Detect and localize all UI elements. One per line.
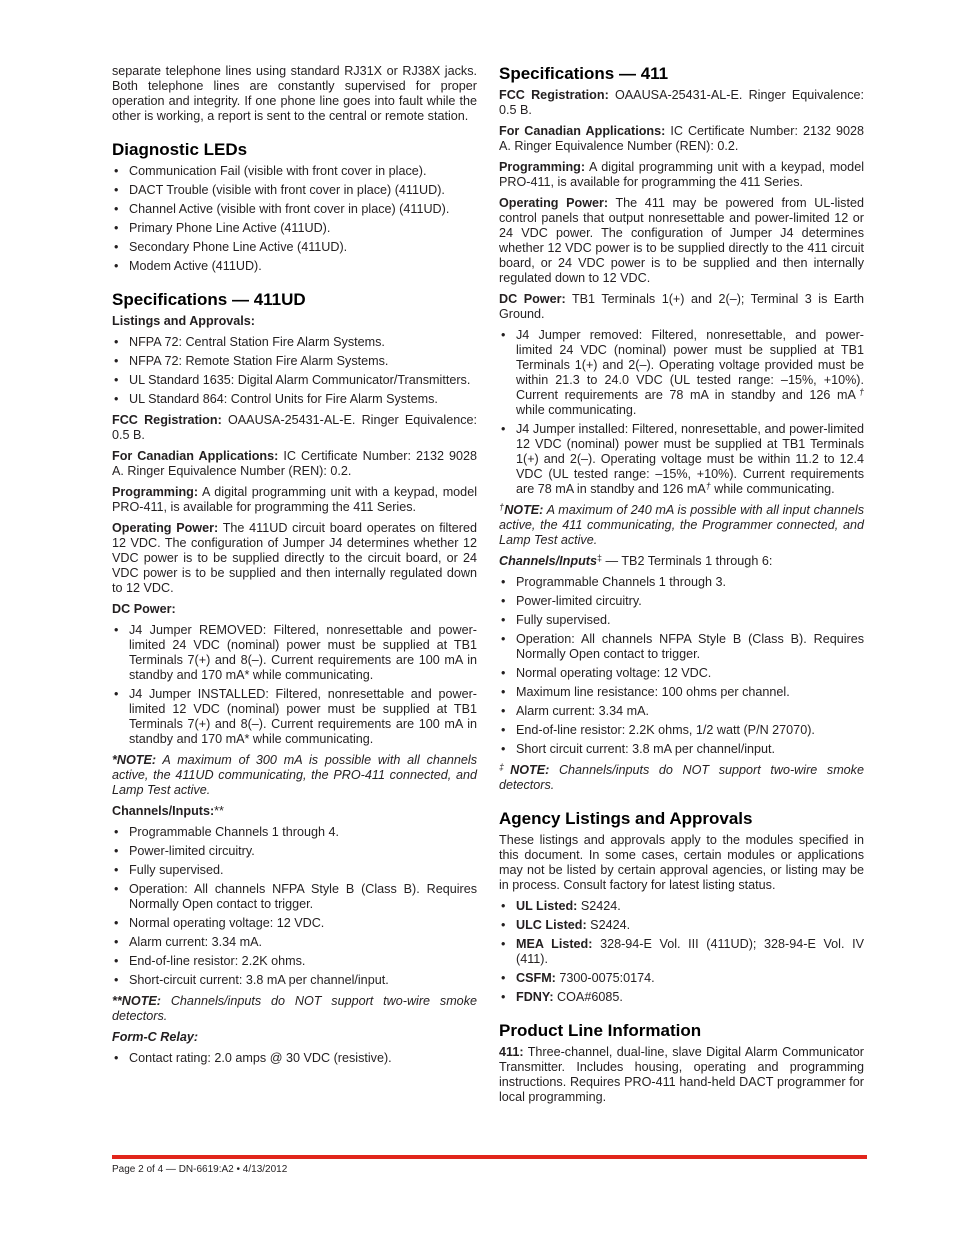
list-item: • Programmable Channels 1 through 3.	[499, 575, 864, 590]
agency-list	[499, 899, 864, 1005]
agency-label: ULC Listed:	[516, 918, 587, 932]
list-item	[499, 971, 864, 986]
dc-power-label: DC Power:	[499, 292, 566, 306]
channels-list	[112, 825, 477, 988]
programming-label: Programming:	[112, 485, 199, 499]
list-item: • Power-limited circuitry.	[112, 844, 477, 859]
agency-value: S2424.	[577, 899, 621, 913]
channels-inputs-label	[112, 804, 477, 819]
note-text: Channels/inputs do NOT support two-wire smoke detectors.	[499, 763, 864, 792]
canada-text: IC Certificate Number: 2132 9028 A. Ringer Equivalence Number (REN): 0.2.	[112, 449, 478, 478]
canadian-applications	[112, 449, 477, 479]
channels-label: Channels/Inputs	[499, 554, 597, 568]
list-item: • Power-limited circuitry.	[499, 594, 864, 609]
list-item: • NFPA 72: Central Station Fire Alarm Systems.	[112, 335, 477, 350]
left-column	[112, 64, 477, 1072]
footer-divider	[112, 1155, 867, 1159]
fcc-text: OAAUSA-25431-AL-E. Ringer Equivalence: 0.5 B.	[499, 88, 865, 117]
operating-power-label: Operating Power:	[499, 196, 609, 210]
note-label: *NOTE:	[112, 753, 157, 767]
list-item: • Short-circuit current: 3.8 mA per channel/input.	[112, 973, 477, 988]
list-item: • Channel Active (visible with front cover in place) (411UD).	[112, 202, 477, 217]
dc-power-text: TB1 Terminals 1(+) and 2(–); Terminal 3 is Earth Ground.	[499, 292, 864, 321]
note-label: **NOTE:	[112, 994, 161, 1008]
note-label: NOTE:	[504, 503, 544, 517]
list-item	[499, 328, 864, 418]
agency-value: 7300-0075:0174.	[555, 971, 655, 985]
list-item: • Communication Fail (visible with front cover in place).	[112, 164, 477, 179]
agency-label: MEA Listed:	[516, 937, 593, 951]
list-item: • Primary Phone Line Active (411UD).	[112, 221, 477, 236]
relay-list	[112, 1051, 477, 1066]
list-item: • End-of-line resistor: 2.2K ohms, 1/2 watt (P/N 27070).	[499, 723, 864, 738]
list-item: • Normal operating voltage: 12 VDC.	[112, 916, 477, 931]
agency-listings-heading: Agency Listings and Approvals	[499, 809, 753, 828]
double-dagger-mark: ‡	[596, 553, 602, 563]
list-item: • Modem Active (411UD).	[112, 259, 477, 274]
operating-power-text: The 411 may be powered from UL-listed control panels that output nonresettable and power-limited 12 or 24 VDC power. The configuration of Jumper J4 determines whether 12 VDC power is to be supplied directly to the 411 circuit board, or 24 VDC power is to be supplied and then internally regulated down to 12 VDC.	[499, 196, 864, 285]
operating-power-label: Operating Power:	[112, 521, 219, 535]
agency-value: 328-94-E Vol. III (411UD); 328-94-E Vol. IV (411).	[516, 937, 864, 966]
list-item-text-end: while communicating.	[516, 403, 637, 417]
product-line-heading: Product Line Information	[499, 1021, 702, 1040]
note-two-wire	[499, 763, 864, 793]
agency-value: COA#6085.	[553, 990, 623, 1004]
channels-list	[499, 575, 864, 757]
canada-label: For Canadian Applications:	[499, 124, 666, 138]
note-label: NOTE:	[510, 763, 550, 777]
programming-text: A digital programming unit with a keypad, model PRO-411, is available for programming the 411 Series.	[112, 485, 477, 514]
intro-paragraph: separate telephone lines using standard RJ31X or RJ38X jacks. Both telephone lines are constantly supervised for proper operation and integrity. If one phone line goes into fault while the other is working, a report is sent to the central or remote station.	[112, 64, 477, 123]
list-item: • Secondary Phone Line Active (411UD).	[112, 240, 477, 255]
dc-power-list	[112, 623, 477, 747]
list-item: • J4 Jumper INSTALLED: Filtered, nonresettable and power-limited 12 VDC (nominal) power must be supplied at TB1 Terminals 7(+) and 8(–). Current requirements are 100 mA in standby and 170 mA* while communicating.	[112, 687, 477, 747]
channels-inputs	[499, 554, 864, 569]
list-item: • Programmable Channels 1 through 4.	[112, 825, 477, 840]
agency-value: S2424.	[586, 918, 631, 932]
list-item	[499, 899, 864, 914]
list-item: • J4 Jumper REMOVED: Filtered, nonresettable and power-limited 24 VDC (nominal) power must be supplied at TB1 Terminals 7(+) and 8(–). Current requirements are 100 mA in standby and 170 mA* while communicating.	[112, 623, 477, 683]
agency-label: FDNY:	[516, 990, 554, 1004]
list-item-text-end: while communicating.	[710, 482, 835, 496]
operating-power	[499, 196, 864, 286]
list-item: • Maximum line resistance: 100 ohms per channel.	[499, 685, 864, 700]
programming-label: Programming:	[499, 160, 586, 174]
dc-power-list	[499, 328, 864, 497]
page-footer: Page 2 of 4 — DN-6619:A2 • 4/13/2012	[112, 1164, 288, 1175]
fcc-registration	[499, 88, 864, 118]
listings-label: Listings and Approvals:	[112, 314, 255, 328]
agency-label: UL Listed:	[516, 899, 578, 913]
operating-power-text: The 411UD circuit board operates on filtered 12 VDC. The configuration of Jumper J4 determines whether 12 VDC power is to be supplied directly to the circuit board, or 24 VDC power is to be supplied and then internally regulated down to 12 VDC.	[112, 521, 477, 595]
list-item: • Alarm current: 3.34 mA.	[112, 935, 477, 950]
agency-paragraph: These listings and approvals apply to the modules specified in this document. In some cases, certain modules or applications may not be listed by certain approval agencies, or listing may be in process. Consult factory for latest listing status.	[499, 833, 864, 892]
double-dagger-mark: ‡	[499, 762, 511, 772]
diagnostic-leds-heading: Diagnostic LEDs	[112, 140, 248, 159]
list-item: • Fully supervised.	[499, 613, 864, 628]
programming	[499, 160, 864, 190]
form-c-relay-label: Form-C Relay:	[112, 1030, 199, 1044]
list-item	[499, 990, 864, 1005]
dagger-mark: †	[499, 502, 505, 512]
channels-label-text: Channels/Inputs:	[112, 804, 215, 818]
note-text: Channels/inputs do NOT support two-wire smoke detectors.	[112, 994, 477, 1023]
specifications-411-heading: Specifications — 411	[499, 64, 669, 83]
list-item: • NFPA 72: Remote Station Fire Alarm Systems.	[112, 354, 477, 369]
note-two-wire	[112, 994, 477, 1024]
canadian-applications	[499, 124, 864, 154]
list-item	[499, 918, 864, 933]
list-item-text: J4 Jumper installed: Filtered, nonresettable, and power-limited 12 VDC (nominal) power must be supplied at TB1 Terminals 1(+) and 2(–). Operating voltage must be within 11.2 to 12.4 VDC (UL tested range: –15%, +10%). Current requirements are 78 mA in standby and 126 mA	[516, 422, 864, 496]
dagger-mark: †	[705, 481, 711, 491]
list-item: • Short circuit current: 3.8 mA per channel/input.	[499, 742, 864, 757]
channels-text: — TB2 Terminals 1 through 6:	[601, 554, 773, 568]
product-paragraph	[499, 1045, 864, 1105]
list-item	[499, 422, 864, 497]
list-item: • Operation: All channels NFPA Style B (Class B). Requires Normally Open contact to trigger.	[499, 632, 864, 662]
list-item: • End-of-line resistor: 2.2K ohms.	[112, 954, 477, 969]
diagnostic-leds-list	[112, 164, 477, 274]
channels-footnote-mark: **	[214, 804, 224, 818]
canada-text: IC Certificate Number: 2132 9028 A. Ringer Equivalence Number (REN): 0.2.	[499, 124, 865, 153]
list-item: • DACT Trouble (visible with front cover in place) (411UD).	[112, 183, 477, 198]
fcc-label: FCC Registration:	[499, 88, 609, 102]
list-item: • Contact rating: 2.0 amps @ 30 VDC (resistive).	[112, 1051, 477, 1066]
programming-text: A digital programming unit with a keypad, model PRO-411, is available for programming the 411 Series.	[499, 160, 864, 189]
dagger-mark: †	[855, 387, 864, 397]
fcc-label: FCC Registration:	[112, 413, 222, 427]
programming	[112, 485, 477, 515]
list-item: • Fully supervised.	[112, 863, 477, 878]
product-label: 411:	[499, 1045, 524, 1059]
list-item: • Alarm current: 3.34 mA.	[499, 704, 864, 719]
listings-list	[112, 335, 477, 407]
right-column	[499, 64, 864, 1111]
list-item: • UL Standard 1635: Digital Alarm Communicator/Transmitters.	[112, 373, 477, 388]
list-item: • UL Standard 864: Control Units for Fire Alarm Systems.	[112, 392, 477, 407]
dc-power	[499, 292, 864, 322]
note-text: A maximum of 300 mA is possible with all channels active, the 411UD communicating, the PRO-411 connected, and Lamp Test active.	[112, 753, 477, 797]
fcc-registration	[112, 413, 477, 443]
operating-power	[112, 521, 477, 596]
dc-power-label: DC Power:	[112, 602, 176, 616]
note-300ma	[112, 753, 477, 798]
product-text: Three-channel, dual-line, slave Digital Alarm Communicator Transmitter. Includes housing, operating and programming instructions. Requires PRO-411 hand-held DACT programmer for local programming.	[499, 1045, 864, 1104]
list-item: • Normal operating voltage: 12 VDC.	[499, 666, 864, 681]
specifications-411ud-heading: Specifications — 411UD	[112, 290, 306, 309]
list-item-text: J4 Jumper removed: Filtered, nonresettable, and power-limited 24 VDC (nominal) power must be supplied at TB1 Terminals 1(+) and 2(–). Operating voltage provided must be within 21.3 to 24.0 VDC (UL tested range: –15%, +10%). Current requirements are 78 mA in standby and 126 mA	[516, 328, 864, 402]
list-item	[499, 937, 864, 967]
note-text: A maximum of 240 mA is possible with all input channels active, the 411 communicating, the Programmer connected, and Lamp Test active.	[499, 503, 864, 547]
fcc-text: OAAUSA-25431-AL-E. Ringer Equivalence: 0.5 B.	[112, 413, 478, 442]
note-240ma	[499, 503, 864, 548]
list-item: • Operation: All channels NFPA Style B (Class B). Requires Normally Open contact to trigger.	[112, 882, 477, 912]
agency-label: CSFM:	[516, 971, 556, 985]
canada-label: For Canadian Applications:	[112, 449, 279, 463]
